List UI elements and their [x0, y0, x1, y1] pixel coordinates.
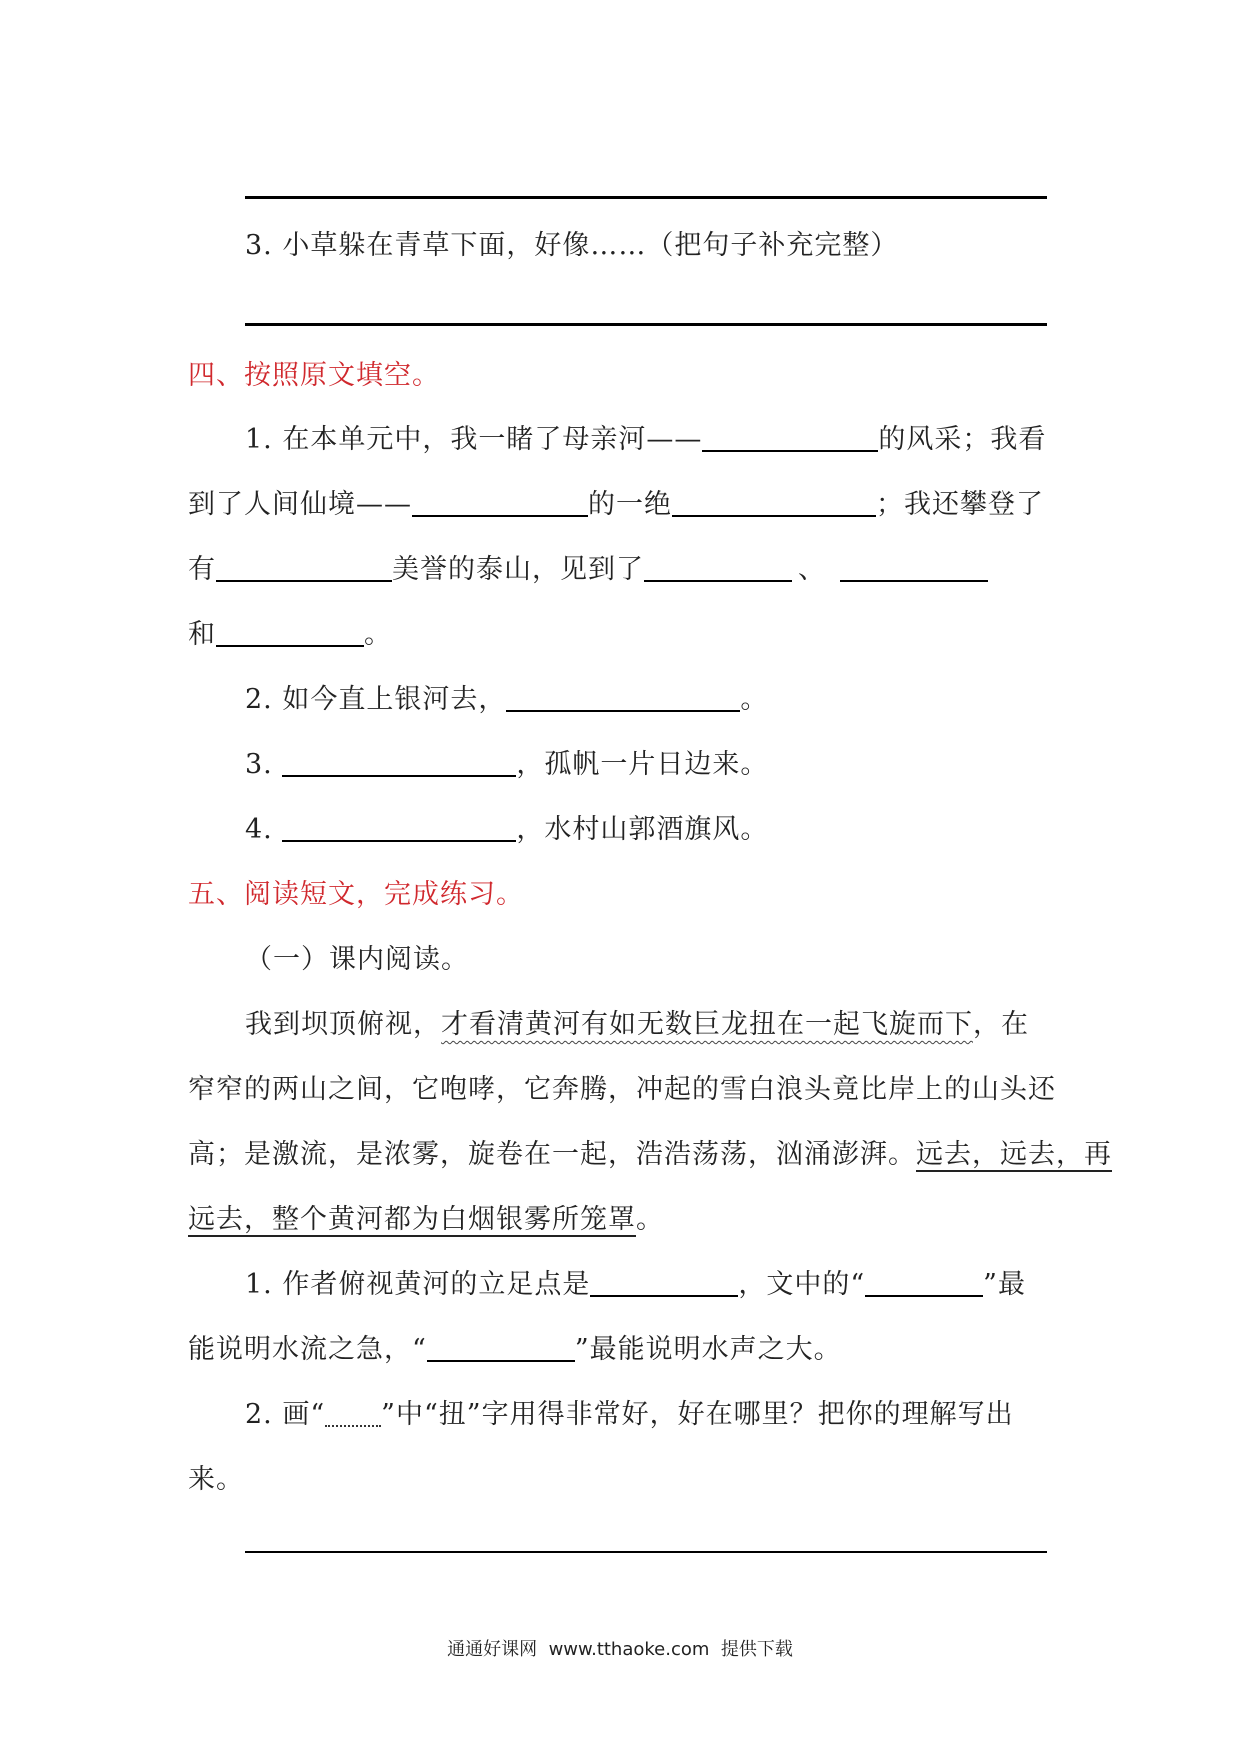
s5-q2-line2: 来。: [188, 1464, 244, 1495]
s4-item1-line3: [188, 550, 988, 590]
q-text: ，文中的“: [738, 1269, 866, 1300]
passage-text: ，在: [973, 1009, 1029, 1040]
section-5-heading: 五、阅读短文，完成练习。: [188, 879, 524, 910]
answer-line[interactable]: [245, 323, 1047, 326]
s4-text: 美誉的泰山，见到了: [392, 554, 644, 585]
q-text: 1. 作者俯视黄河的立足点是: [245, 1269, 591, 1300]
fill-blank[interactable]: [840, 552, 988, 582]
s4-text: ；我还攀登了: [876, 489, 1044, 520]
s4-text: 到了人间仙境——: [188, 489, 412, 520]
page-footer: 通通好课网 www.tthaoke.com 提供下载: [447, 1639, 793, 1660]
s4-text: 1. 在本单元中，我一睹了母亲河——: [245, 424, 703, 455]
s4-text: 4.: [245, 814, 283, 845]
q-text: 能说明水流之急，“: [188, 1334, 427, 1365]
fill-blank[interactable]: [865, 1267, 983, 1297]
wavy-underlined-sentence: 才看清黄河有如无数巨龙扭在一起飞旋而下: [441, 1009, 973, 1040]
fill-blank[interactable]: [702, 422, 878, 452]
s4-text: 、: [798, 554, 826, 585]
q-text: ”中“扭”字用得非常好，好在哪里？把你的理解写出: [381, 1399, 1014, 1430]
s4-item4: [245, 810, 768, 850]
passage-text: 我到坝顶俯视，: [245, 1009, 441, 1040]
s4-text: 3.: [245, 749, 283, 780]
passage-text: 。: [636, 1204, 664, 1235]
fill-blank[interactable]: [427, 1332, 575, 1362]
fill-blank[interactable]: [282, 747, 516, 777]
s4-text: 。: [740, 684, 769, 715]
s4-text: ，孤帆一片日边来。: [516, 749, 769, 780]
q-text: ”最能说明水声之大。: [574, 1334, 842, 1365]
fill-blank[interactable]: [282, 812, 516, 842]
passage-line-2: 窄窄的两山之间，它咆哮，它奔腾，冲起的雪白浪头竟比岸上的山头还: [188, 1074, 1056, 1105]
section-5-subheading: （一）课内阅读。: [245, 944, 469, 975]
s4-text: 的一绝: [588, 489, 672, 520]
fill-blank[interactable]: [672, 487, 876, 517]
q-text: 2. 画“: [245, 1399, 326, 1430]
s4-text: 2. 如今直上银河去，: [245, 684, 507, 715]
fill-blank[interactable]: [216, 617, 364, 647]
s4-text: 。: [364, 619, 392, 650]
s4-text: 有: [188, 554, 216, 585]
q-text: ”最: [983, 1269, 1026, 1300]
fill-blank[interactable]: [506, 682, 740, 712]
fill-blank[interactable]: [216, 552, 392, 582]
passage-text: 高；是激流，是浓雾，旋卷在一起，浩浩荡荡，汹涌澎湃。: [188, 1139, 916, 1170]
passage-line-4: [188, 1200, 664, 1240]
s4-item1-line2: [188, 485, 1044, 525]
passage-line-3: [188, 1135, 1112, 1175]
s4-item1-line1: [245, 420, 1046, 460]
fill-blank[interactable]: [590, 1267, 738, 1297]
s4-item2: [245, 680, 768, 720]
fill-blank[interactable]: [412, 487, 588, 517]
s5-q1-line1: [245, 1265, 1026, 1305]
question-3-3: 3. 小草躲在青草下面，好像……（把句子补充完整）: [245, 230, 899, 261]
s5-q1-line2: [188, 1330, 842, 1370]
answer-line[interactable]: [245, 1551, 1047, 1553]
section-4-heading: 四、按照原文填空。: [188, 360, 440, 391]
s4-item1-line4: [188, 615, 392, 655]
answer-line[interactable]: [245, 196, 1047, 199]
wavy-mark-sample: [325, 1399, 381, 1427]
s4-text: 的风采；我看: [878, 424, 1047, 455]
underlined-sentence: 远去，整个黄河都为白烟银雾所笼罩: [188, 1204, 636, 1235]
passage-line-1: [245, 1005, 1029, 1045]
s4-item3: [245, 745, 768, 785]
s4-text: ，水村山郭酒旗风。: [516, 814, 769, 845]
underlined-sentence: 远去，远去，再: [916, 1139, 1112, 1170]
s4-text: 和: [188, 619, 216, 650]
fill-blank[interactable]: [644, 552, 792, 582]
s5-q2-line1: [245, 1395, 1014, 1435]
